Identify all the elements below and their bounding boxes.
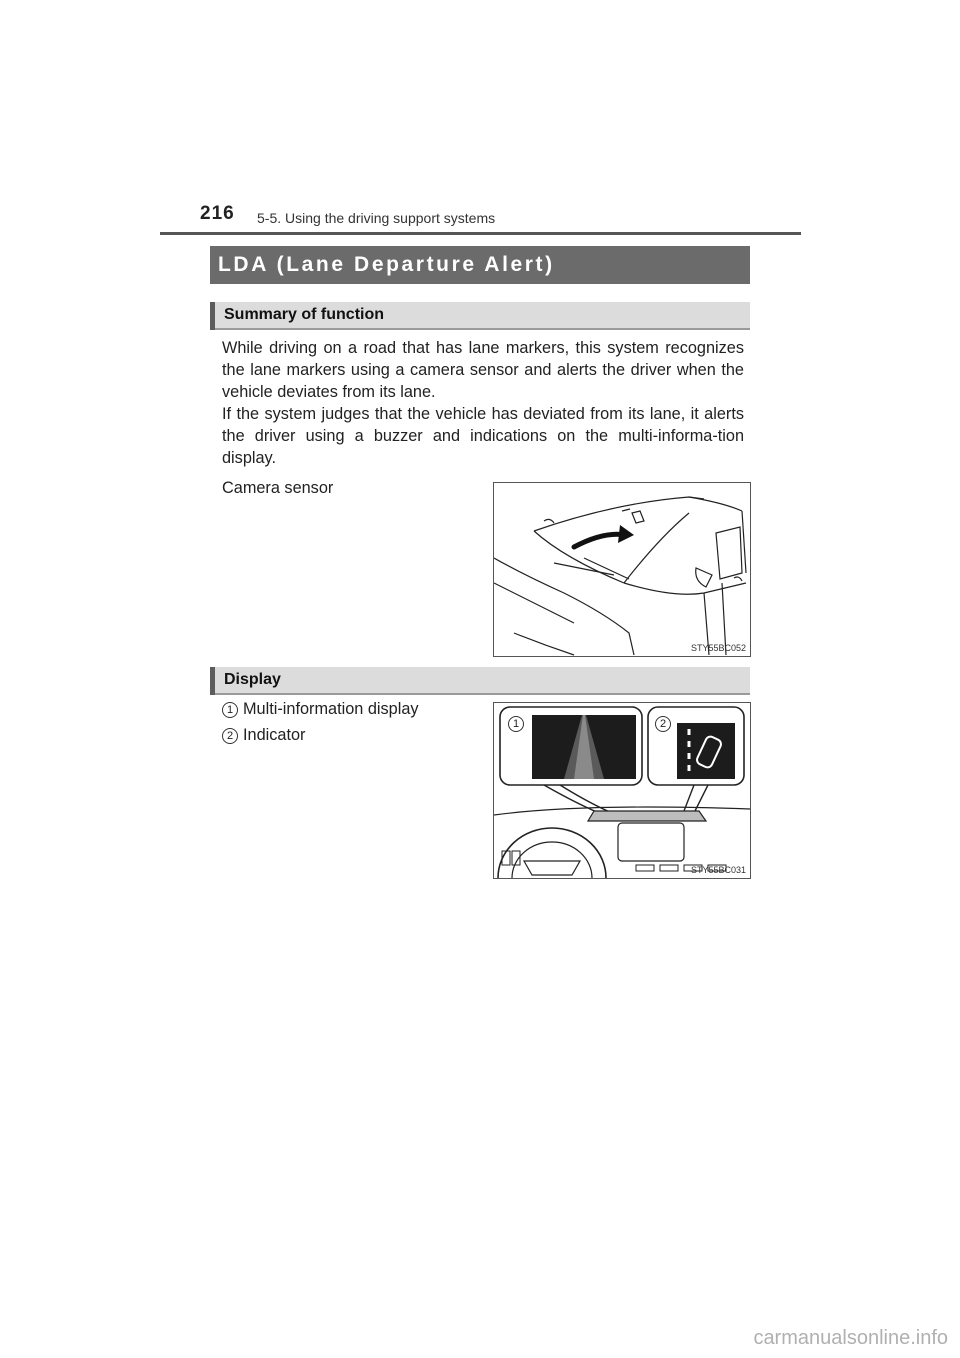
section-title: 5-5. Using the driving support systems — [257, 210, 496, 226]
page-number: 216 — [200, 203, 235, 224]
figure-code: STY55BC052 — [690, 643, 746, 653]
callout-2: 2 — [655, 716, 671, 732]
watermark: carmanualsonline.info — [753, 1327, 948, 1349]
summary-paragraph: If the system judges that the vehicle has deviated from its lane, it alerts the driver using a buzzer and indications on the multi-informa-tion display. — [222, 405, 744, 467]
display-figure — [493, 702, 751, 879]
figure-code: STY55BC031 — [690, 865, 746, 875]
summary-heading-bar — [210, 302, 750, 330]
header-divider — [160, 232, 801, 235]
summary-heading: Summary of function — [224, 306, 385, 323]
callout-1: 1 — [508, 716, 524, 732]
display-heading: Display — [224, 671, 281, 688]
summary-paragraph: While driving on a road that has lane markers, this system recognizes the lane markers using a camera sensor and alerts the driver when the vehicle deviates from its lane. — [222, 339, 744, 401]
chapter-title-bar — [210, 246, 750, 284]
item-label: Indicator — [243, 726, 306, 744]
item-number-badge: 2 — [222, 728, 238, 744]
display-heading-bar — [210, 667, 750, 695]
chapter-title: LDA (Lane Departure Alert) — [218, 253, 555, 276]
dashboard-illustration — [494, 703, 750, 878]
camera-sensor-label: Camera sensor — [222, 479, 334, 497]
item-label: Multi-information display — [243, 700, 419, 718]
car-windshield-illustration — [494, 483, 750, 656]
item-number-badge: 1 — [222, 702, 238, 718]
camera-sensor-figure — [493, 482, 751, 657]
